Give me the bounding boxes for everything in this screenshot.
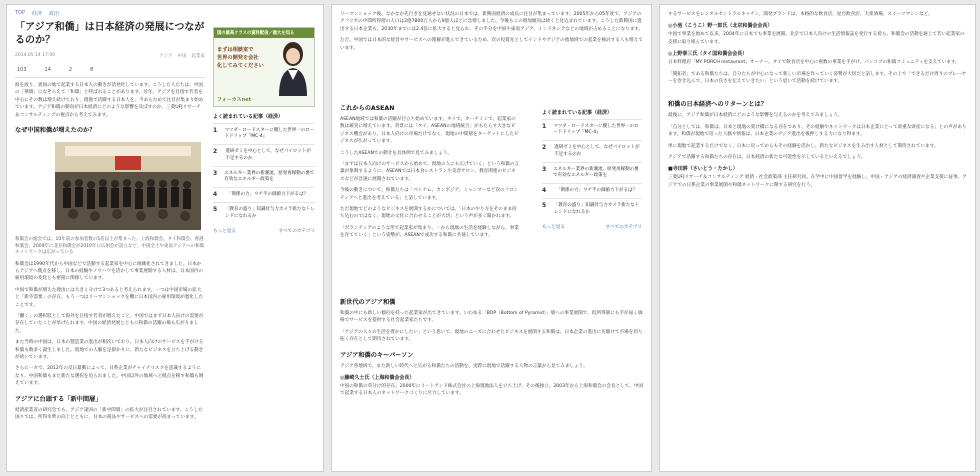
paragraph: 海を渡り、異国の地で起業する日本人の動きが活発化しています。こうした人たちは、中国の「華僑」になぞらえて「和僑」と呼ばれることがあります。近年、アジアを目指す若者を中心にその数は増え続けており、現地で活躍する日本人を、今あらためて注目が集まり始めています。アジア和僑の動向が日本経済にどのような影響を及ぼすのか、三菱UFJリサーチ＆コンサルティングの視点から考えてみます。	[15, 83, 204, 118]
sidebar	[542, 103, 642, 230]
paragraph: 「ボランティアのような形で起業家が集まり、一から現地の生活を経験しながら、事業を育てていく」という姿勢が、ASEANで成功する和僑に共通しています。	[340, 225, 519, 239]
section-heading: 新世代のアジア和僑	[340, 299, 396, 306]
paragraph: 「働く」の選択肢として海外を目指す若者が増えたこと、中国ではまず日本人向けの需要が存在していたことが挙げられます。中国の経済発展とともに和僑の活躍の場も広がりました。	[15, 313, 204, 334]
advertisement-banner[interactable]	[213, 27, 315, 107]
paragraph: さらに一方で、2012年の反日暴動によって、日系企業がチャイナリスクを意識するようになり、中国和僑もまた新たな選択を迫られました。中国以外の地域へと拠点を移す和僑も増えています。	[15, 366, 204, 387]
paragraph: アジアで活躍する和僑たちの存在は、日本経済の新たな可能性を示しているといえるでしょう。	[668, 155, 866, 161]
ranking-item[interactable]: 4 「関係の力」ウチ半の価値力下がるは？	[542, 183, 642, 198]
tag-link[interactable]: 中国	[177, 54, 187, 59]
paragraph: 日本料理店「MY PORCH restaurant」オーナー。タイで飲食店を中心に複数の事業を手がけ、バンコクの和僑コミュニティを支えています。	[668, 60, 960, 66]
share-count[interactable]: 103	[17, 67, 27, 73]
paragraph: ただ現地でどのようなビジネスを展開するかについては、「日本のやり方をそのまま持ち込むのではなく、現地の文化に合わせることが大切」という声が多く聞かれます。	[340, 207, 517, 220]
ranking-heading: よく読まれている記事（経済）	[542, 110, 613, 116]
paragraph: 中国の和僑の草分け的存在。2000年にイートアンド株式会社の上海現地法人を立ち上げ、その後独立。2003年から上海和僑会の会長として、中国で起業する日本人のネットワークづくりに尽力しています。	[340, 384, 644, 397]
paragraph: また当時の中国は、日本の製造業の進出が相次いでおり、日本人向けのサービスを手がける和僑も数多く誕生しました。現地での人脈を足掛かりに、新たなビジネスを立ち上げる動きが続いています。	[15, 340, 204, 360]
ad-text: まずは相談室で	[217, 47, 254, 53]
article-date: 2014.05.14 17:00	[15, 53, 56, 58]
paragraph: ASEAN地域では和僑の活躍が目立ち始めています。タイで、ホーチミンで、起業家の数は確実に増えています。背景には「タイ、ASEANの地域統合」がもたらす大きなビジネス機会があり、日本人向けの市場だけでなく、現地の中間層をターゲットにしたビジネスが広がっています。	[340, 117, 519, 145]
photo-caption: 和僑会の総会では、10年前の参加者数の5倍以上が集まった。上海和僑会、タイ和僑会、香港和僑会、2009年に北京和僑会が2010年に広州会が設立など、中国全土や東南アジアへの和僑ネットワークは広がっている	[15, 237, 205, 256]
ranking-links	[213, 228, 315, 234]
breadcrumb-item[interactable]: 経済	[32, 11, 43, 17]
paragraph: 「自分としては、和僑は、日本と現地の架け橋になる存在であり、その経験やネットワークは日本企業にとって貴重な財産になる」との声があります。和僑が現地で培った人脈や情報は、日本企業のアジア進出を後押しする力になり得ます。	[668, 124, 967, 138]
ranking-item[interactable]: 2 進研ゼミを中心として、なぜパイロットが不足するのか	[213, 144, 315, 165]
ranking-list	[542, 119, 642, 220]
section-heading: なぜ中国和僑が増えたのか？	[15, 127, 96, 135]
all-categories-link[interactable]: すべてのカテゴリ	[278, 228, 315, 234]
paragraph: 「開拓者」である和僑たちは、自分たちが中心になって新しい市場を作っていく姿勢が大切だと話します。その上で「できるだけ周りのプレーヤーを巻き込んで、日本の良さを伝えていきたい」という思いで活動を続けています。	[668, 71, 967, 85]
ranking-item[interactable]: 3 エネルギー業界の新潮流、原発再稼動の裏で有効なエネルギー政策を	[213, 166, 315, 187]
article-page-3	[659, 4, 976, 472]
paragraph: 今後の動きについて、和僑たちは「ベトナム、カンボジア、ミャンマーなど次のフロンティアへと進出を考えている」と話しています。	[340, 188, 519, 201]
tag-link[interactable]: 起業家	[191, 54, 205, 59]
paragraph: 「アジアの人々の生活を豊かにしたい」という思いで、現地のニーズに合わせたビジネスを展開する和僑は、日本企業の進出に先駆けて市場を切り拓く存在として期待されています。	[340, 329, 643, 343]
share-count[interactable]: 14	[44, 67, 51, 73]
all-categories-link[interactable]: すべてのカテゴリ	[605, 224, 642, 230]
ad-text: 化してみてください	[217, 63, 264, 69]
breadcrumb-item[interactable]: TOP	[15, 10, 26, 16]
breadcrumb-item[interactable]: 政治	[49, 11, 60, 17]
ranking-item[interactable]: 5 「教育の盛り」知識付与力カメラ新たなトレンドになれるか	[542, 198, 642, 219]
author-name: ■寺田耕（さいとう・たかし）	[668, 166, 738, 173]
ranking-heading: よく読まれている記事（経済）	[213, 114, 284, 120]
person-heading: ◎上野泰三氏（タイ国和僑会会長）	[668, 51, 748, 58]
paragraph: 和僑の中にも新しい傾向を持った起業家が出てきています。いわゆる「BOP（Bottom of Pyramid）」層への事業展開で、低所得層にも手が届く価格でサービスを提供する社会起業家たちです。	[340, 311, 643, 324]
divider	[15, 77, 205, 78]
more-link[interactable]: もっと見る	[542, 224, 565, 230]
ad-header: 国の最高クラスの資料配信／最大を知る	[214, 28, 314, 38]
more-link[interactable]: もっと見る	[213, 228, 236, 234]
sidebar	[213, 27, 315, 234]
tag-link[interactable]: アジア	[159, 54, 173, 59]
paragraph: 中国で事業を始めて以来、2004年に日本でも事業を展開。北京で日本人向けの生活情報誌を発行する傍ら、和僑会の活動を通じて若い起業家の支援に取り組んでいます。	[668, 32, 965, 45]
ranking-item[interactable]: 1 マツダ・ロードスターに優した世界一のロードドリップ『MC-4』	[542, 119, 642, 140]
ranking-links	[542, 224, 642, 230]
paragraph: 最後に、アジア和僑が日本経済にどのような影響を与えるのかを考えてみましょう。	[668, 113, 843, 119]
article-meta	[15, 53, 205, 59]
ranking-list	[213, 123, 315, 224]
article-title: 「アジア和僑」は日本経済の発展につながるのか？	[15, 22, 205, 46]
paragraph: するサービスをレンタルセントラルキッチン。開発ブランドは、本格的な飲食店、屋台飲食店、大衆酒場、スイーツマシンなど。	[668, 12, 933, 17]
author-bio: 三菱UFJリサーチ＆コンサルティング 経済・社会政策部 主任研究員。在学中に中国留学を経験し、中国・アジアの経済調査や企業支援に従事。アジアでの日系企業の事業展開や和僑ネットワークに関する研究を行う。	[668, 175, 967, 188]
section-heading: アジアに台頭する「新中間層」	[15, 395, 102, 403]
ranking-item[interactable]: 4 「関係の力」ウチ半の価値力下がるは？	[213, 187, 315, 202]
paragraph: 「まずは日本人向けのサービスから始めて、現地の人にも広げていく」という和僑の言葉が象徴するように、ASEANでは日本食レストランや美容サロン、教育関連のビジネスなどが急速に展開されています。	[340, 162, 520, 182]
ranking-item[interactable]: 5 「教育の盛り」知識付与力カメラ新たなトレンドになれるか	[213, 202, 315, 223]
event-photo	[55, 142, 201, 230]
paragraph: 経済産業省の研究会でも、アジア諸国の「新中間層」の拡大が注目されています。こうした国々では、所得水準の向上とともに、日本の商品やサービスへの需要が高まっています。	[15, 407, 203, 421]
ranking-item[interactable]: 1 マツダ・ロードスターに優した世界一のロードドリップ『MC-4』	[213, 123, 315, 144]
share-count[interactable]: 2	[68, 67, 73, 73]
person-heading: ◎藤崎久士氏（上海和僑会会長）	[340, 375, 415, 382]
paragraph: 単に現地で起業するだけでなく、日本に戻ってからもその経験を活かし、新たなビジネスを生み出す人材として期待されています。	[668, 143, 939, 149]
section-heading: アジア和僑のキーパーソン	[340, 351, 414, 359]
paragraph: こうしたASEANでの動きを具体例で見てみましょう。	[340, 150, 453, 156]
breadcrumb	[15, 10, 205, 17]
paragraph: 和僑会は1990年代から中国などで活動する起業家を中心に組織化されてきました。日本からアジアへ拠点を移し、日本の経験やノウハウを活かして事業展開する人材は、日本国内の雇用環境の変化とも密接に関係しています。	[15, 261, 204, 282]
paragraph: ただ、中国では日本的な経営やサービスへの理解が進んできているため、次の投資先としてインドやアジアの他地域での起業を検討する人も増えています。	[340, 38, 643, 51]
ad-person-image	[276, 40, 310, 96]
article-page-2	[331, 4, 652, 472]
ranking-item[interactable]: 2 進研ゼミを中心として、なぜパイロットが不足するのか	[542, 140, 642, 161]
share-counts	[17, 67, 205, 73]
paragraph: 中国で和僑が増えた理由には大きく分けて3つあると考えられます。一つは中国市場の拡大と「新卒需要」の存在、もう一つはリーマンショックを機に日本国内の雇用環境が悪化したことです。	[15, 287, 204, 308]
ranking-item[interactable]: 3 エネルギー業界の新潮流、原発再稼動の裏で有効なエネルギー政策を	[542, 162, 642, 183]
ad-logo: フォーカスnet	[217, 97, 251, 103]
paragraph: アジア各地域で、また新しい時代へと広がる和僑たちの活動を、実際に現地で活躍する人物の言葉から見てみましょう。	[340, 363, 588, 369]
share-count[interactable]: 8	[90, 67, 94, 73]
paragraph: リーマンショック後、なかなか先行きを見通せない状況の日本では、新興国経済の成長に注目が集まっています。2005年から05年度で、アジアのアフリカの中間所得層の人口は2億7800万人から9億人ほどに急増しました。今後もこの増加傾向は続くと見込まれています。こうした新興国に進出する日本企業も、2030年までには2.4倍に拡大すると見られ、その半分を中国や東南アジア、インドネシアなどの地域が占めることになります。	[340, 12, 644, 32]
section-heading: これからのASEAN	[340, 105, 395, 112]
person-heading: ◎小池（こうこ）野一郎氏（北京和僑会会長）	[668, 23, 773, 30]
ad-text: 世界の開発を会社	[217, 55, 259, 61]
article-page-1	[6, 4, 324, 472]
section-heading: 和僑の日本経済へのリターンとは？	[668, 101, 767, 109]
